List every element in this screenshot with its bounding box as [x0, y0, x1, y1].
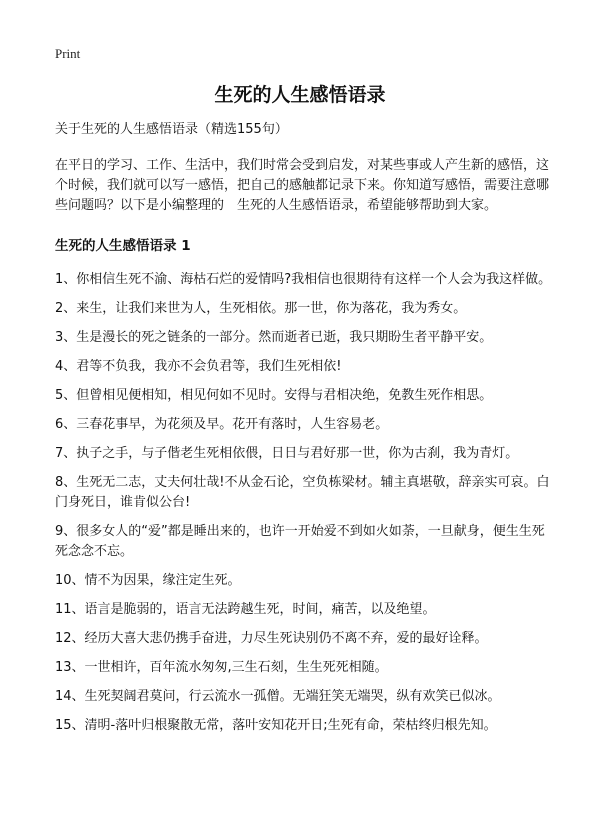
section-heading: 生死的人生感悟语录 1 [55, 238, 191, 254]
quote-item: 4、君等不负我，我亦不会负君等，我们生死相依! [55, 359, 342, 374]
quote-item: 6、三春花事早，为花须及早。花开有落时，人生容易老。 [55, 417, 389, 432]
quote-item: 1、你相信生死不渝、海枯石烂的爱情吗?我相信也很期待有这样一个人会为我这样做。 [55, 272, 552, 287]
quote-item: 14、生死契阔君莫问，行云流水一孤僧。无端狂笑无端哭，纵有欢笑已似冰。 [55, 689, 501, 704]
quote-item: 2、来生，让我们来世为人，生死相依。那一世，你为落花，我为秀女。 [55, 301, 467, 316]
intro-paragraph: 在平日的学习、工作、生活中，我们时常会受到启发，对某些事或人产生新的感悟，这个时候，我们就可以写一感悟，把自己的感触都记录下来。你知道写感悟，需要注意哪些问题吗？以下是小编整理的 生死的人生感悟语录，希望能够帮助到大家。 [55, 158, 550, 213]
print-link[interactable]: Print [55, 46, 81, 61]
quote-item: 3、生是漫长的死之链条的一部分。然而逝者已逝，我只期盼生者平静平安。 [55, 330, 493, 345]
quote-item: 13、一世相许，百年流水匆匆,三生石刻，生生死死相随。 [55, 660, 388, 675]
quote-item: 11、语言是脆弱的，语言无法跨越生死，时间，痛苦，以及绝望。 [55, 602, 436, 617]
page-title: 生死的人生感悟语录 [214, 84, 386, 106]
quote-item: 8、生死无二志，丈夫何壮哉!不从金石论，空负栋梁材。辅主真堪敬，辞亲实可哀。白门身死日，谁肯似公台! [55, 475, 550, 510]
quote-list [55, 270, 555, 736]
article-subtitle: 关于生死的人生感悟语录（精选155句） [55, 122, 288, 137]
article-body [55, 120, 555, 745]
quote-item: 9、很多女人的“爱”都是睡出来的，也许一开始爱不到如火如荼，一旦献身，便生生死死念念不忘。 [55, 524, 545, 559]
quote-item: 12、经历大喜大悲仍携手奋进，力尽生死诀别仍不离不弃，爱的最好诠释。 [55, 631, 488, 646]
quote-item: 15、清明-落叶归根聚散无常，落叶安知花开日;生死有命，荣枯终归根先知。 [55, 718, 497, 733]
quote-item: 5、但曾相见便相知，相见何如不见时。安得与君相决绝，免教生死作相思。 [55, 388, 493, 403]
quote-item: 10、情不为因果，缘注定生死。 [55, 573, 241, 588]
quote-item: 7、执子之手，与子偕老生死相依偎，日日与君好那一世，你为古刹，我为青灯。 [55, 446, 519, 461]
